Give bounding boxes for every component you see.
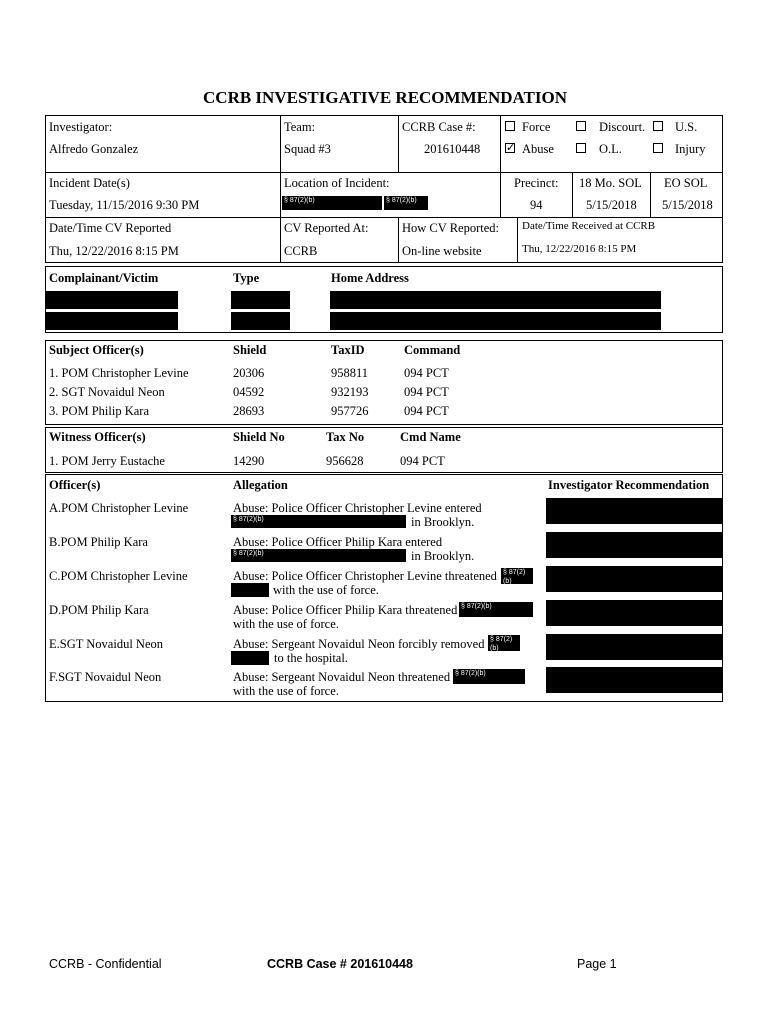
precinct-value: 94 [530, 198, 543, 212]
allegation-redaction: § 87(2)(b) [501, 568, 533, 584]
eosol-value: 5/15/2018 [662, 198, 713, 212]
witness-command-header: Cmd Name [400, 430, 461, 444]
incident-dates-value: Tuesday, 11/15/2016 9:30 PM [49, 198, 200, 212]
recommendation-redaction [546, 600, 722, 626]
redaction-block [231, 583, 269, 597]
received-label: Date/Time Received at CCRB [522, 220, 656, 232]
witness-shield-header: Shield No [233, 430, 285, 444]
discourtesy-checkbox[interactable] [576, 121, 586, 131]
allegation-officer: C.POM Christopher Levine [49, 569, 188, 583]
investigator-name: Alfredo Gonzalez [49, 142, 139, 156]
allegation-header: Allegation [233, 478, 288, 492]
abuse-label: Abuse [522, 142, 554, 156]
recommendation-header: Investigator Recommendation [548, 478, 710, 492]
complainant-type-header: Type [233, 271, 260, 285]
allegation-officer: D.POM Philip Kara [49, 603, 149, 617]
officer-shield: 04592 [233, 385, 265, 399]
officer-taxid: 958811 [331, 366, 369, 380]
redaction-block [46, 291, 178, 309]
complainant-header: Complainant/Victim [49, 271, 159, 285]
allegation-redaction: § 87(2)(b) [459, 602, 533, 617]
officer-name: 2. SGT Novaidul Neon [49, 385, 165, 399]
officer-name: 1. POM Christopher Levine [49, 366, 189, 380]
officer-name: 1. POM Jerry Eustache [49, 454, 165, 468]
witness-officers-header: Witness Officer(s) [49, 430, 146, 444]
allegation-text: Abuse: Police Officer Philip Kara entered [233, 535, 443, 549]
page-title: CCRB INVESTIGATIVE RECOMMENDATION [203, 88, 567, 107]
location-redaction-2: § 87(2)(b) [384, 196, 428, 210]
allegation-text-cont: with the use of force. [233, 617, 339, 631]
redaction-block [231, 651, 269, 665]
officer-taxid: 957726 [331, 404, 369, 418]
ol-label: O.L. [599, 142, 622, 156]
sol18-value: 5/15/2018 [586, 198, 637, 212]
recommendation-redaction [546, 566, 722, 592]
team-label: Team: [284, 120, 316, 134]
officer-taxid: 932193 [331, 385, 369, 399]
recommendation-redaction [546, 532, 722, 558]
subject-officers-header: Subject Officer(s) [49, 343, 144, 357]
officer-command: 094 PCT [404, 366, 449, 380]
sol18-label: 18 Mo. SOL [579, 176, 642, 190]
discourtesy-label: Discourt. [599, 120, 646, 134]
recommendation-redaction [546, 667, 722, 693]
ol-checkbox[interactable] [576, 143, 586, 153]
precinct-label: Precinct: [514, 176, 559, 190]
injury-label: Injury [675, 142, 706, 156]
footer-case-number: CCRB Case # 201610448 [267, 957, 413, 971]
case-number-label: CCRB Case #: [402, 120, 476, 134]
allegation-text-cont: with the use of force. [233, 684, 339, 698]
cv-reported-at-label: CV Reported At: [284, 221, 369, 235]
command-header: Command [404, 343, 461, 357]
redaction-block [46, 312, 178, 330]
redaction-block [330, 291, 661, 309]
investigator-label: Investigator: [49, 120, 113, 134]
eosol-label: EO SOL [664, 176, 708, 190]
allegation-text-cont: with the use of force. [273, 583, 379, 597]
allegation-text: Abuse: Police Officer Christopher Levine threatened [233, 569, 497, 583]
case-number-value: 201610448 [424, 142, 481, 156]
location-redaction-1: § 87(2)(b) [282, 196, 382, 210]
allegation-redaction: § 87(2)(b) [488, 635, 520, 651]
allegation-officer: F.SGT Novaidul Neon [49, 670, 162, 684]
how-reported-value: On-line website [402, 244, 482, 258]
allegation-text-cont: in Brooklyn. [411, 549, 475, 563]
allegation-text: Abuse: Police Officer Philip Kara threatened [233, 603, 458, 617]
allegation-text-cont: to the hospital. [274, 651, 348, 665]
complainant-address-header: Home Address [331, 271, 409, 285]
officer-command: 094 PCT [404, 385, 449, 399]
redaction-block [330, 312, 661, 330]
shield-header: Shield [233, 343, 267, 357]
officer-shield: 14290 [233, 454, 265, 468]
location-label: Location of Incident: [284, 176, 390, 190]
redaction-block [231, 312, 290, 330]
allegation-text: Abuse: Sergeant Novaidul Neon forcibly removed [233, 637, 485, 651]
officer-shield: 20306 [233, 366, 265, 380]
allegation-redaction: § 87(2)(b) [453, 669, 525, 684]
allegation-officer: B.POM Philip Kara [49, 535, 148, 549]
cv-reported-at-value: CCRB [284, 244, 318, 258]
recommendation-redaction [546, 498, 722, 524]
officer-taxid: 956628 [326, 454, 364, 468]
force-label: Force [522, 120, 551, 134]
footer-page-number: Page 1 [577, 957, 617, 971]
cv-reported-label: Date/Time CV Reported [49, 221, 172, 235]
officer-command: 094 PCT [404, 404, 449, 418]
officer-name: 3. POM Philip Kara [49, 404, 149, 418]
allegation-text-cont: in Brooklyn. [411, 515, 475, 529]
redaction-block [231, 291, 290, 309]
recommendation-redaction [546, 634, 722, 660]
officer-shield: 28693 [233, 404, 265, 418]
abuse-checkbox[interactable] [505, 143, 515, 153]
allegation-officer: A.POM Christopher Levine [49, 501, 189, 515]
cv-reported-value: Thu, 12/22/2016 8:15 PM [49, 244, 179, 258]
injury-checkbox[interactable] [653, 143, 663, 153]
allegation-text: Abuse: Sergeant Novaidul Neon threatened [233, 670, 451, 684]
allegations-officer-header: Officer(s) [49, 478, 101, 492]
allegation-redaction: § 87(2)(b) [231, 549, 406, 562]
received-value: Thu, 12/22/2016 8:15 PM [522, 243, 637, 255]
taxid-header: TaxID [331, 343, 365, 357]
us-label: U.S. [675, 120, 698, 134]
how-reported-label: How CV Reported: [402, 221, 499, 235]
allegation-officer: E.SGT Novaidul Neon [49, 637, 163, 651]
team-value: Squad #3 [284, 142, 331, 156]
witness-taxid-header: Tax No [326, 430, 365, 444]
officer-command: 094 PCT [400, 454, 445, 468]
us-checkbox[interactable] [653, 121, 663, 131]
force-checkbox[interactable] [505, 121, 515, 131]
footer-confidential: CCRB - Confidential [49, 957, 162, 971]
incident-dates-label: Incident Date(s) [49, 176, 130, 190]
allegation-redaction: § 87(2)(b) [231, 515, 406, 528]
allegation-text: Abuse: Police Officer Christopher Levine entered [233, 501, 482, 515]
